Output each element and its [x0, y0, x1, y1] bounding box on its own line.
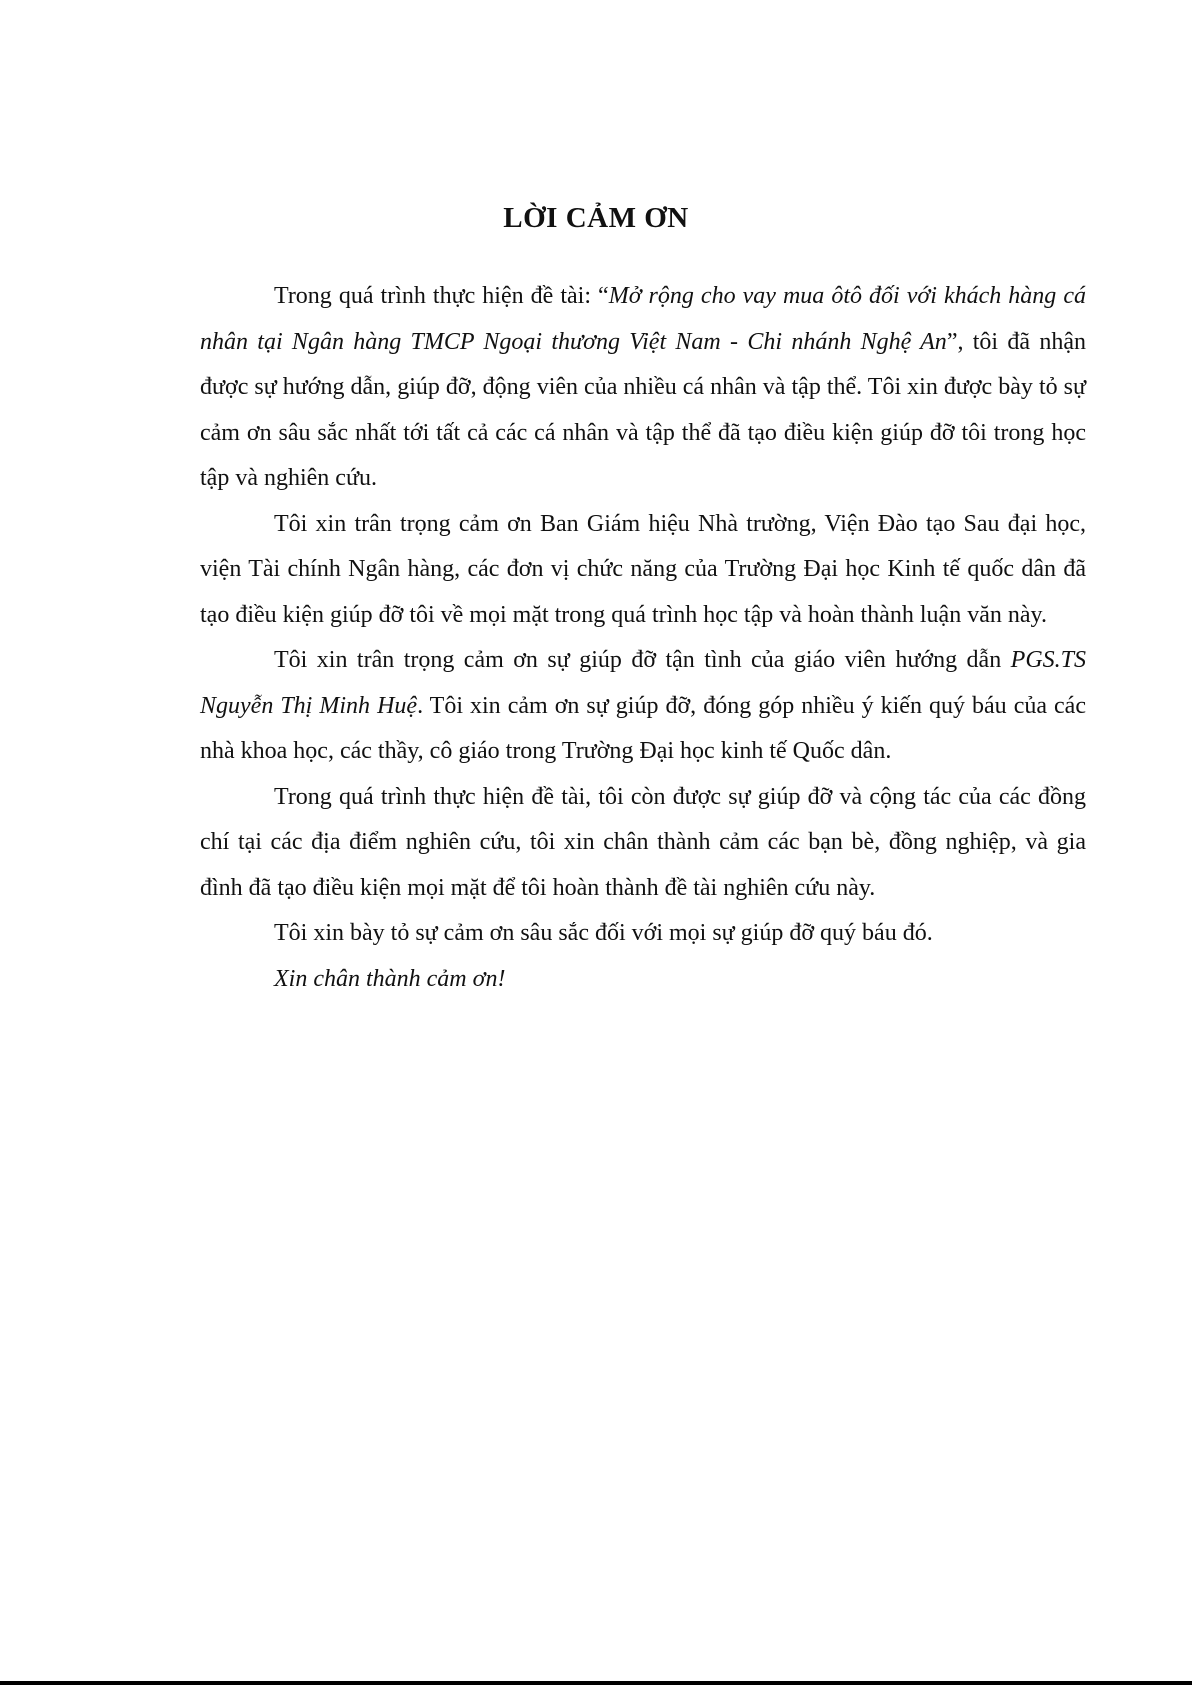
paragraph-3	[200, 638, 1086, 775]
thesis-title: Mở rộng cho vay mua ôtô đối với khách hàng cá nhân tại Ngân hàng TMCP Ngoại thương Việt Nam - Chi nhánh Nghệ An	[200, 283, 1086, 355]
page-bottom-border	[0, 1681, 1192, 1685]
paragraph-1	[200, 274, 1086, 502]
page-title: LỜI CẢM ƠN	[503, 202, 689, 234]
paragraph-3-rest: . Tôi xin cảm ơn sự giúp đỡ, đóng góp nhiều ý kiến quý báu của các nhà khoa học, các thầy, cô giáo trong Trường Đại học kinh tế Quốc dân.	[200, 692, 1086, 764]
closing-line: Xin chân thành cảm ơn!	[274, 965, 506, 992]
paragraph-3-intro: Tôi xin trân trọng cảm ơn sự giúp đỡ tận tình của giáo viên hướng dẫn	[274, 647, 1011, 673]
paragraph-5: Tôi xin bày tỏ sự cảm ơn sâu sắc đối với mọi sự giúp đỡ quý báu đó.	[274, 920, 933, 946]
paragraph-2: Tôi xin trân trọng cảm ơn Ban Giám hiệu Nhà trường, Viện Đào tạo Sau đại học, viện Tài chính Ngân hàng, các đơn vị chức năng của Trường Đại học Kinh tế quốc dân đã tạo điều kiện giúp đỡ tôi về mọi mặt trong quá trình học tập và hoàn thành luận văn này.	[200, 510, 1086, 628]
paragraph-1-intro: Trong quá trình thực hiện đề tài: “	[274, 283, 609, 309]
document-body	[200, 274, 1086, 1002]
supervisor-name: PGS.TS Nguyễn Thị Minh Huệ	[200, 647, 1086, 719]
paragraph-1-rest: ”, tôi đã nhận được sự hướng dẫn, giúp đỡ, động viên của nhiều cá nhân và tập thể. Tôi xin được bày tỏ sự cảm ơn sâu sắc nhất tới tất cả các cá nhân và tập thể đã tạo điều kiện giúp đỡ tôi trong học tập và nghiên cứu.	[200, 328, 1087, 491]
paragraph-4: Trong quá trình thực hiện đề tài, tôi còn được sự giúp đỡ và cộng tác của các đồng chí tại các địa điểm nghiên cứu, tôi xin chân thành cảm các bạn bè, đồng nghiệp, và gia đình đã tạo điều kiện mọi mặt để tôi hoàn thành đề tài nghiên cứu này.	[200, 783, 1086, 901]
